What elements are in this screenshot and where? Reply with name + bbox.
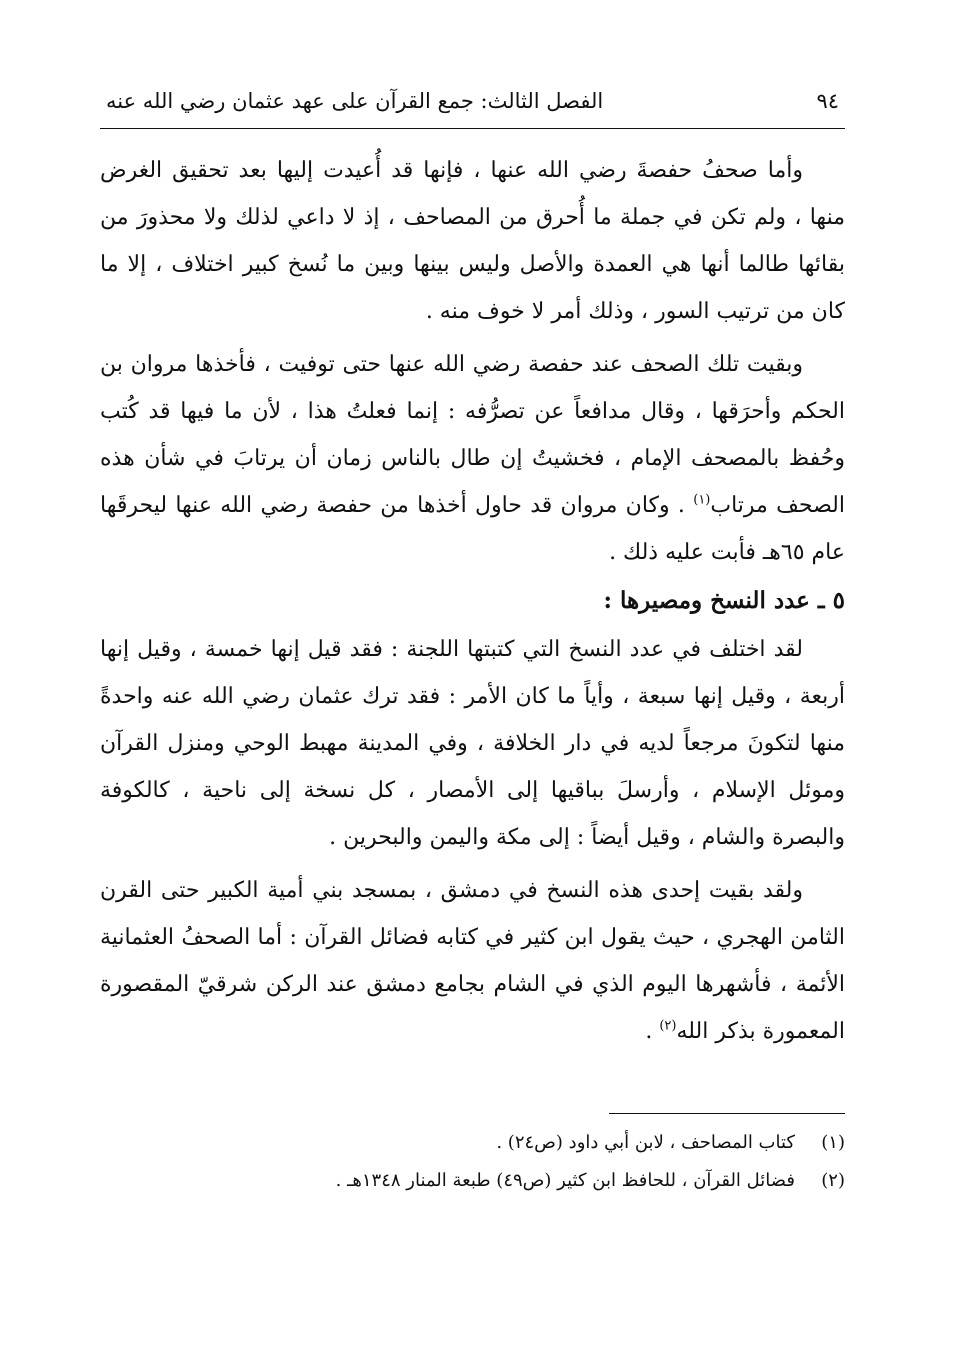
paragraph-marwan-text-a: وبقيت تلك الصحف عند حفصة رضي الله عنها حتى توفيت ، فأخذها مروان بن الحكم وأحرَقها ، وقال مدافعاً عن تصرُّفه : إنما فعلتُ هذا ، لأن ما فيها قد كُتب وحُفظ بالمصحف الإمام ، فخشيتُ إن طال بالناس زمان أن يرتابَ في شأن هذه الصحف مرتاب	[100, 352, 846, 518]
header-rule	[100, 128, 845, 129]
section-heading: ٥ ـ عدد النسخ ومصيرها :	[603, 587, 845, 614]
footnote-text: فضائل القرآن ، للحافظ ابن كثير (ص٤٩) طبعة المنار ١٣٤٨هـ .	[335, 1170, 795, 1191]
footnote-2	[100, 1162, 845, 1200]
footnote-number: (٢)	[821, 1170, 845, 1191]
paragraph-copies-count: لقد اختلف في عدد النسخ التي كتبتها اللجنة : فقد قيل إنها خمسة ، وقيل إنها أربعة ، وقيل إنها سبعة ، وأياً ما كان الأمر : فقد ترك عثمان رضي الله عنه واحدةً منها لتكونَ مرجعاً لديه في دار الخلافة ، وفي المدينة مهبط الوحي ومنزل القرآن وموئل الإسلام ، وأرسلَ بباقيها إلى الأمصار ، كل نسخة إلى ناحية ، كالكوفة والبصرة والشام ، وقيل أيضاً : إلى مكة واليمن والبحرين .	[100, 637, 845, 850]
footnote-number: (١)	[821, 1132, 845, 1153]
book-page	[100, 78, 845, 1318]
paragraph-hafsa-scrolls: وأما صحفُ حفصةَ رضي الله عنها ، فإنها قد أُعيدت إليها بعد تحقيق الغرض منها ، ولم تكن في جملة ما أُحرق من المصاحف ، إذ لا داعي لذلك ولا محذورَ من بقائها طالما أنها هي العمدة والأصل وليس بينها وبين ما نُسخ كبير اختلاف ، إلا ما كان من ترتيب السور ، وذلك أمر لا خوف منه .	[100, 158, 845, 324]
paragraph-damascus-copy	[100, 867, 845, 1055]
footnote-ref-1[interactable]: (١)	[693, 492, 711, 508]
chapter-title: الفصل الثالث: جمع القرآن على عهد عثمان رضي الله عنه	[106, 89, 604, 113]
paragraph-marwan	[100, 341, 845, 576]
footnote-1	[100, 1124, 845, 1162]
paragraph-damascus-text-b: .	[645, 1019, 660, 1044]
footnote-separator	[609, 1113, 845, 1114]
paragraph-marwan-text-b: . وكان مروان قد حاول أخذها من حفصة رضي الله عنها ليحرقَها عام ٦٥هـ فأبت عليه ذلك .	[100, 493, 845, 565]
page-number: ٩٤	[816, 89, 839, 113]
footnote-text: كتاب المصاحف ، لابن أبي داود (ص٢٤) .	[496, 1132, 795, 1153]
footnote-ref-2[interactable]: (٢)	[659, 1018, 677, 1034]
paragraph-damascus-text-a: ولقد بقيت إحدى هذه النسخ في دمشق ، بمسجد بني أمية الكبير حتى القرن الثامن الهجري ، حيث يقول ابن كثير في كتابه فضائل القرآن : أما الصحفُ العثمانية الأئمة ، فأشهرها اليوم الذي في الشام بجامع دمشق عند الركن شرقيّ المقصورة المعمورة بذكر الله	[100, 878, 845, 1044]
running-header	[100, 78, 845, 124]
